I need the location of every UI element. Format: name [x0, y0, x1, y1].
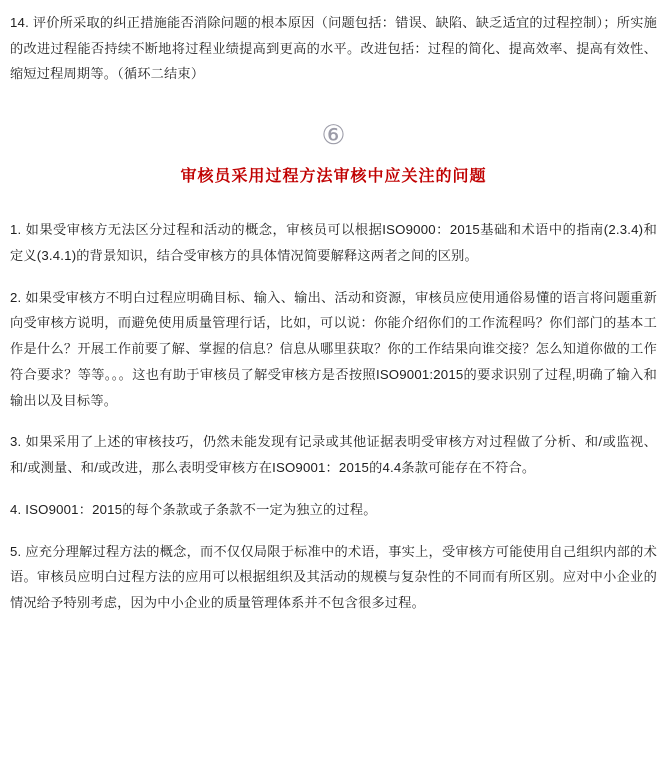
intro-paragraph: 14. 评价所采取的纠正措施能否消除问题的根本原因（问题包括：错误、缺陷、缺乏适宜的过程控制）；所实施的改进过程能否持续不断地将过程业绩提高到更高的水平。改进包括：过程的简化、提高效率、提高有效性、缩短过程周期等。（循环二结束） — [10, 15, 657, 82]
paragraph-4: 4. ISO9001：2015的每个条款或子条款不一定为独立的过程。 — [10, 501, 377, 517]
circled-number-icon: ⑥ — [321, 120, 346, 151]
section-body — [10, 217, 657, 616]
paragraph-3: 3. 如果采用了上述的审核技巧，仍然未能发现有记录或其他证据表明受审核方对过程做了分析、和/或监视、和/或测量、和/或改进，那么表明受审核方在ISO9001：2015的4.4条款可能存在不符合。 — [10, 434, 657, 476]
section-title: 审核员采用过程方法审核中应关注的问题 — [180, 168, 487, 186]
section-heading — [10, 113, 657, 189]
paragraph-2: 2. 如果受审核方不明白过程应明确目标、输入、输出、活动和资源，审核员应使用通俗易懂的语言将问题重新向受审核方说明，而避免使用质量管理行话，比如，可以说：你能介绍你们的工作流程吗？你们部门的基本工作是什么？开展工作前要了解、掌握的信息？信息从哪里获取？你的工作结果向谁交接？怎么知道你做的工作符合要求？等等。。。这也有助于审核员了解受审核方是否按照ISO9001:2015的要求识别了过程,明确了输入和输出以及目标等。 — [10, 289, 657, 408]
paragraph-5: 5. 应充分理解过程方法的概念，而不仅仅局限于标准中的术语，事实上，受审核方可能使用自己组织内部的术语。审核员应明白过程方法的应用可以根据组织及其活动的规模与复杂性的不同而有所区别。应对中小企业的情况给予特别考虑，因为中小企业的质量管理体系并不包含很多过程。 — [10, 543, 657, 611]
paragraph-1: 1. 如果受审核方无法区分过程和活动的概念，审核员可以根据ISO9000：2015基础和术语中的指南(2.3.4)和定义(3.4.1)的背景知识，结合受审核方的具体情况简要解释这两者之间的区别。 — [10, 222, 657, 263]
